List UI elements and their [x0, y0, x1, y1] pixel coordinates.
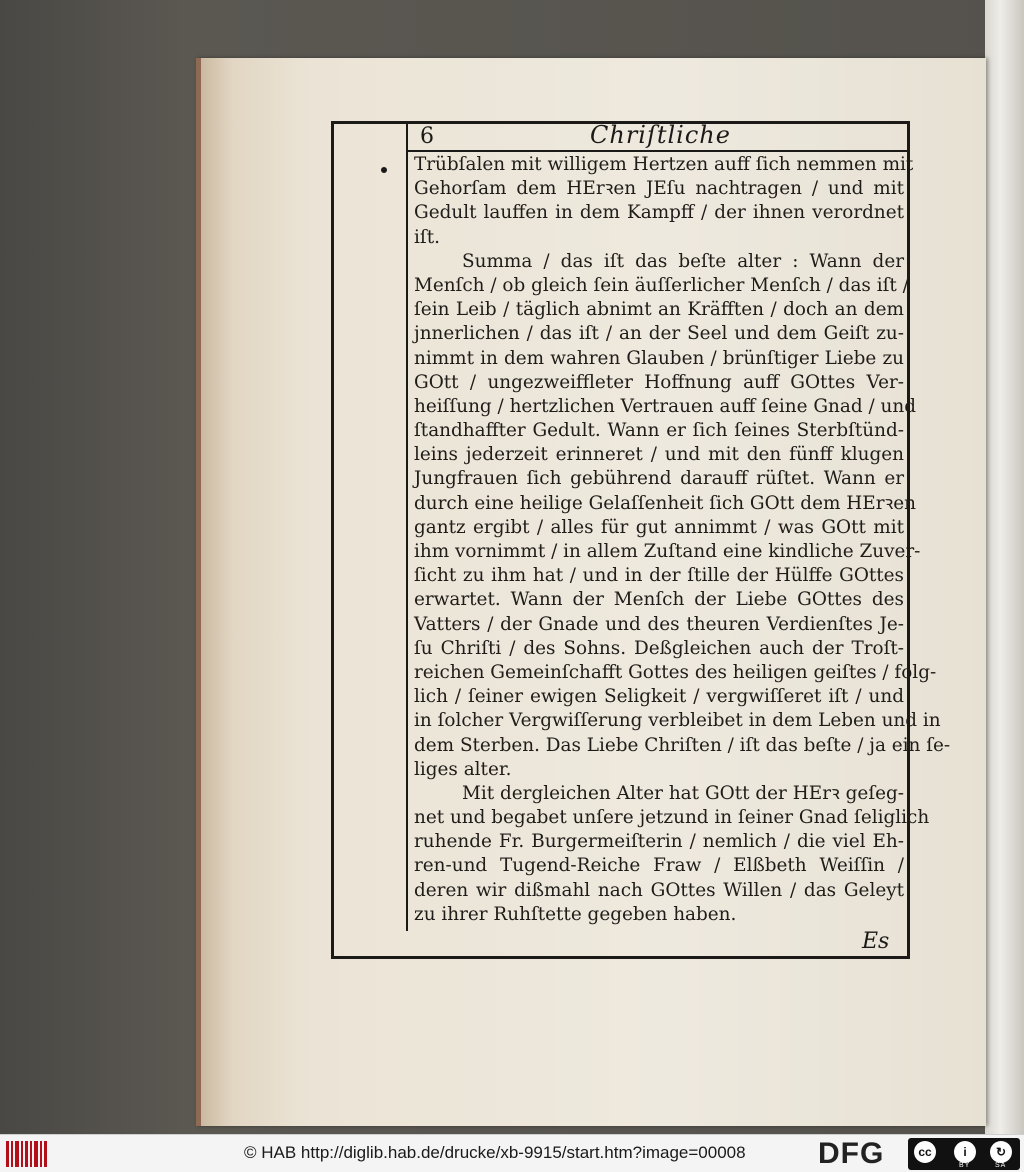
- text-line: deren wir dißmahl nach GOttes Willen / das Geleyt: [414, 879, 904, 901]
- catchword: Es: [862, 929, 890, 954]
- text-line: ſicht zu ihm hat / und in der ſtille der Hülffe GOttes: [414, 565, 904, 587]
- margin-mark: [381, 167, 387, 173]
- text-line: net und begabet unſere jetzund in ſeiner Gnad ſeliglich: [414, 807, 930, 829]
- text-line: Mit dergleichen Alter hat GOtt der HErꝛ geſeg-: [462, 782, 904, 804]
- text-line: Summa / das iſt das beſte alter : Wann der: [462, 250, 904, 272]
- by-person-icon: i: [954, 1141, 976, 1163]
- text-line: zu ihrer Ruhſtette gegeben haben.: [414, 903, 737, 925]
- source-link[interactable]: © HAB http://diglib.hab.de/drucke/xb-9915/start.htm?image=00008: [244, 1143, 746, 1162]
- text-line: ſtandhaffter Gedult. Wann er ſich ſeines Sterbſtünd-: [414, 420, 904, 442]
- text-line: Jungfrauen ſich gebührend darauff rüſtet. Wann er: [414, 468, 904, 490]
- by-label: BY: [959, 1162, 971, 1169]
- dfg-logo: DFG: [818, 1137, 885, 1170]
- text-line: in ſolcher Vergwiſſerung verbleibet in dem Leben und in: [414, 710, 941, 732]
- text-line: nimmt in dem wahren Glauben / brünſtiger Liebe zu: [414, 347, 904, 369]
- text-line: ſein Leib / täglich abnimt an Kräfften / doch an dem: [414, 299, 904, 321]
- text-line: leins jederzeit erinneret / und mit den fünff klugen: [414, 444, 904, 466]
- text-line: dem Sterben. Das Liebe Chriſten / iſt das beſte / ja ein ſe-: [414, 734, 951, 756]
- text-line: iſt.: [414, 226, 440, 248]
- body-text: [414, 153, 951, 927]
- library-barcode-icon: [6, 1141, 48, 1167]
- page-number: 6: [420, 124, 434, 149]
- share-alike-icon: ↻: [990, 1141, 1012, 1163]
- viewer-footer: [0, 1134, 1024, 1172]
- adjacent-page-edge: [985, 0, 1024, 1134]
- cc-icon: cc: [914, 1141, 936, 1163]
- text-line: durch eine heilige Gelaſſenheit ſich GOtt dem HErꝛen: [414, 492, 916, 514]
- text-line: gantz ergibt / alles für gut annimmt / was GOtt mit: [414, 516, 904, 538]
- cc-license-badge[interactable]: [908, 1138, 1020, 1170]
- text-line: heiſſung / hertzlichen Vertrauen auff ſeine Gnad / und: [414, 395, 916, 417]
- text-line: ren-und Tugend-Reiche Fraw / Elßbeth Weiſſin /: [414, 855, 904, 877]
- text-line: ſu Chriſti / des Sohns. Deßgleichen auch der Troſt-: [414, 637, 904, 659]
- text-line: GOtt / ungezweiffleter Hoffnung auff GOttes Ver-: [414, 371, 904, 393]
- text-line: liges alter.: [414, 758, 512, 780]
- sa-label: SA: [995, 1162, 1007, 1169]
- header-rule: [406, 150, 910, 152]
- text-line: ruhende Fr. Burgermeiſterin / nemlich / die viel Eh-: [414, 831, 904, 853]
- text-line: lich / ſeiner ewigen Seligkeit / vergwiſſeret iſt / und: [414, 686, 904, 708]
- text-line: Gehorſam dem HErꝛen JEſu nachtragen / und mit: [414, 178, 904, 200]
- text-line: Gedult lauffen in dem Kampff / der ihnen verordnet: [414, 202, 904, 224]
- text-line: Menſch / ob gleich ſein äuſſerlicher Menſch / das iſt /: [414, 274, 909, 296]
- text-line: ihm vornimmt / in allem Zuſtand eine kindliche Zuver-: [414, 541, 921, 562]
- text-line: Trübſalen mit willigem Hertzen auff ſich nemmen mit: [414, 154, 914, 175]
- margin-rule: [406, 121, 408, 931]
- text-line: jnnerlichen / das iſt / an der Seel und dem Geiſt zu-: [414, 323, 904, 345]
- text-line: Vatters / der Gnade und des theuren Verdienſtes Je-: [414, 613, 904, 635]
- text-line: reichen Gemeinſchafft Gottes des heiligen geiſtes / folg-: [414, 661, 937, 683]
- running-head: Chriſtliche: [590, 121, 731, 149]
- text-line: erwartet. Wann der Menſch der Liebe GOttes des: [414, 589, 904, 611]
